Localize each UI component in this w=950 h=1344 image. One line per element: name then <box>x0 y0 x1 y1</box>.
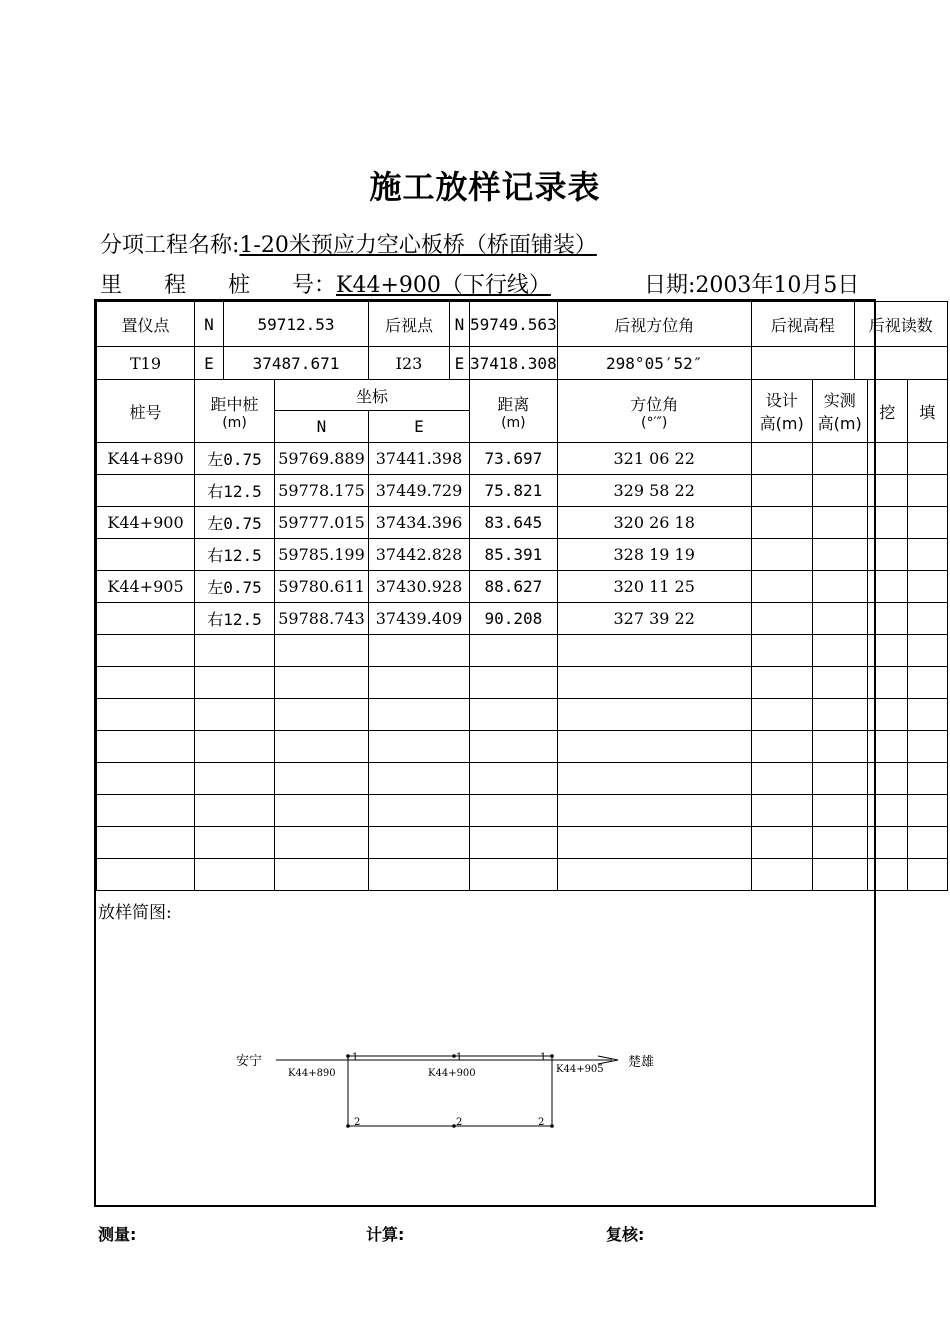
point-dot <box>346 1054 350 1058</box>
cell-azimuth: 328 19 19 <box>557 539 751 571</box>
station-header: 置仪点 <box>97 302 195 347</box>
mileage-label-char: 程 <box>164 273 187 298</box>
table-row <box>97 859 948 891</box>
fill-header: 填 <box>907 380 947 443</box>
cell-pile <box>97 795 195 827</box>
cell-n <box>275 667 369 699</box>
cell-n <box>275 635 369 667</box>
cell-empty <box>812 667 867 699</box>
cell-empty <box>751 859 812 891</box>
k-label-890: K44+890 <box>288 1068 336 1079</box>
n-label: N <box>195 302 224 347</box>
measured-header-a: 实测 <box>823 391 856 410</box>
cell-empty <box>867 859 907 891</box>
cell-empty <box>751 731 812 763</box>
layout-sketch <box>230 1045 690 1140</box>
cell-azimuth <box>557 859 751 891</box>
cell-e: 37430.928 <box>369 571 470 603</box>
cell-e <box>369 827 470 859</box>
cell-offset: 右12.5 <box>195 475 275 507</box>
cell-empty <box>907 859 947 891</box>
cell-empty <box>907 475 947 507</box>
footer-review: 复核: <box>606 1225 645 1244</box>
cell-dist <box>470 763 558 795</box>
azimuth-header: 后视方位角 <box>557 302 751 347</box>
reading-cell <box>854 347 947 380</box>
cell-empty <box>907 539 947 571</box>
cell-n: 59777.015 <box>275 507 369 539</box>
cell-empty <box>867 667 907 699</box>
cell-empty <box>751 443 812 475</box>
cut-header: 挖 <box>867 380 907 443</box>
measured-header <box>812 380 867 443</box>
table-row <box>97 443 948 475</box>
table-row <box>97 539 948 571</box>
azimuth-value: 298°05′52″ <box>557 347 751 380</box>
date-field: 日期:2003年10月5日 <box>644 273 860 298</box>
azimuth-col-text: 方位角 <box>630 394 679 414</box>
cell-empty <box>867 635 907 667</box>
table-row <box>97 699 948 731</box>
cell-azimuth: 327 39 22 <box>557 603 751 635</box>
cell-offset <box>195 667 275 699</box>
design-header <box>751 380 812 443</box>
cell-dist <box>470 667 558 699</box>
cell-offset: 右12.5 <box>195 603 275 635</box>
cell-empty <box>867 539 907 571</box>
cell-offset <box>195 859 275 891</box>
cell-empty <box>907 635 947 667</box>
cell-azimuth: 321 06 22 <box>557 443 751 475</box>
cell-empty <box>751 539 812 571</box>
k-label-905: K44+905 <box>556 1064 604 1075</box>
cell-offset <box>195 635 275 667</box>
measured-header-b: 高(m) <box>817 414 862 433</box>
cell-empty <box>907 795 947 827</box>
point-2c: 2 <box>538 1117 545 1128</box>
table-row <box>97 571 948 603</box>
mileage-value: K44+900（下行线） <box>336 273 551 298</box>
cell-empty <box>812 699 867 731</box>
cell-dist: 73.697 <box>470 443 558 475</box>
cell-offset <box>195 827 275 859</box>
offset-unit: (m) <box>222 414 247 431</box>
cell-empty <box>867 475 907 507</box>
cell-azimuth <box>557 667 751 699</box>
footer-calc: 计算: <box>366 1225 405 1244</box>
cell-azimuth <box>557 795 751 827</box>
sketch-label: 放样简图: <box>98 903 172 923</box>
k-label-900: K44+900 <box>428 1068 476 1079</box>
cell-e <box>369 699 470 731</box>
table-row <box>97 731 948 763</box>
cell-offset: 右12.5 <box>195 539 275 571</box>
cell-empty <box>907 603 947 635</box>
cell-pile <box>97 539 195 571</box>
cell-n <box>275 795 369 827</box>
cell-empty <box>812 827 867 859</box>
record-table <box>96 301 948 891</box>
cell-offset <box>195 699 275 731</box>
table-row <box>97 827 948 859</box>
cell-n <box>275 699 369 731</box>
cell-dist: 83.645 <box>470 507 558 539</box>
cell-empty <box>812 571 867 603</box>
cell-empty <box>907 443 947 475</box>
footer-survey: 测量: <box>98 1225 137 1244</box>
cell-empty <box>907 827 947 859</box>
cell-offset <box>195 763 275 795</box>
cell-e <box>369 763 470 795</box>
elevation-cell <box>751 347 854 380</box>
cell-pile <box>97 635 195 667</box>
cell-empty <box>812 603 867 635</box>
point-1b: 1 <box>456 1052 463 1063</box>
cell-azimuth <box>557 635 751 667</box>
table-row <box>97 507 948 539</box>
cell-pile <box>97 859 195 891</box>
station-e: 37487.671 <box>224 347 369 380</box>
bs-e-label: E <box>450 347 470 380</box>
cell-pile <box>97 699 195 731</box>
bs-n-label: N <box>450 302 470 347</box>
coord-header: 坐标 <box>275 380 470 411</box>
elevation-header: 后视高程 <box>751 302 854 347</box>
cell-dist <box>470 699 558 731</box>
cell-dist <box>470 827 558 859</box>
cell-empty <box>751 667 812 699</box>
right-place: 楚雄 <box>628 1055 655 1070</box>
cell-n: 59785.199 <box>275 539 369 571</box>
cell-empty <box>867 731 907 763</box>
cell-empty <box>907 667 947 699</box>
cell-empty <box>867 827 907 859</box>
mileage-label-char: 桩 <box>228 273 251 298</box>
cell-empty <box>751 635 812 667</box>
cell-dist: 88.627 <box>470 571 558 603</box>
cell-n <box>275 731 369 763</box>
cell-azimuth <box>557 699 751 731</box>
cell-empty <box>867 443 907 475</box>
backsight-name: I23 <box>369 347 450 380</box>
cell-n: 59778.175 <box>275 475 369 507</box>
cell-azimuth <box>557 731 751 763</box>
cell-e <box>369 859 470 891</box>
cell-dist: 75.821 <box>470 475 558 507</box>
point-1c: 1 <box>540 1052 547 1063</box>
cell-empty <box>751 603 812 635</box>
offset-header <box>195 380 275 443</box>
cell-pile <box>97 763 195 795</box>
cell-n <box>275 763 369 795</box>
cell-pile: K44+900 <box>97 507 195 539</box>
cell-e: 37434.396 <box>369 507 470 539</box>
cell-e: 37442.828 <box>369 539 470 571</box>
reading-header: 后视读数 <box>854 302 947 347</box>
cell-n: 59769.889 <box>275 443 369 475</box>
cell-empty <box>751 475 812 507</box>
project-line <box>100 228 597 259</box>
cell-empty <box>751 571 812 603</box>
cell-dist <box>470 731 558 763</box>
cell-pile <box>97 827 195 859</box>
distance-header-text: 距离 <box>497 394 530 414</box>
cell-pile <box>97 731 195 763</box>
cell-empty <box>812 795 867 827</box>
bs-e: 37418.308 <box>470 347 558 380</box>
point-dot <box>550 1124 554 1128</box>
cell-empty <box>867 699 907 731</box>
cell-empty <box>812 539 867 571</box>
cell-empty <box>907 763 947 795</box>
azimuth-col-header <box>557 380 751 443</box>
cell-pile: K44+905 <box>97 571 195 603</box>
cell-empty <box>812 507 867 539</box>
cell-empty <box>867 763 907 795</box>
cell-empty <box>907 571 947 603</box>
cell-empty <box>751 795 812 827</box>
point-dot <box>550 1054 554 1058</box>
cell-azimuth: 320 26 18 <box>557 507 751 539</box>
cell-empty <box>867 507 907 539</box>
cell-offset <box>195 795 275 827</box>
mileage-label-char: 号： <box>292 273 337 298</box>
pile-header: 桩号 <box>97 380 195 443</box>
point-dot <box>346 1124 350 1128</box>
cell-empty <box>812 859 867 891</box>
cell-dist: 85.391 <box>470 539 558 571</box>
project-value: 1-20米预应力空心板桥（桥面铺装） <box>239 233 597 258</box>
cell-empty <box>867 795 907 827</box>
cell-e <box>369 795 470 827</box>
cell-pile: K44+890 <box>97 443 195 475</box>
cell-offset: 左0.75 <box>195 443 275 475</box>
cell-dist <box>470 859 558 891</box>
cell-empty <box>751 507 812 539</box>
table-row <box>97 475 948 507</box>
table-row <box>97 763 948 795</box>
cell-n: 59788.743 <box>275 603 369 635</box>
table-row <box>97 635 948 667</box>
cell-e <box>369 667 470 699</box>
cell-empty <box>867 603 907 635</box>
cell-azimuth: 320 11 25 <box>557 571 751 603</box>
distance-header <box>470 380 558 443</box>
offset-header-text: 距中桩 <box>210 394 259 414</box>
cell-empty <box>751 827 812 859</box>
point-1a: 1 <box>352 1052 359 1063</box>
design-header-a: 设计 <box>765 391 798 410</box>
cell-empty <box>907 731 947 763</box>
cell-e: 37441.398 <box>369 443 470 475</box>
cell-offset <box>195 731 275 763</box>
mileage-label-char: 里 <box>100 273 123 298</box>
design-header-b: 高(m) <box>759 414 804 433</box>
cell-dist <box>470 795 558 827</box>
cell-e: 37439.409 <box>369 603 470 635</box>
cell-pile <box>97 667 195 699</box>
cell-empty <box>907 507 947 539</box>
cell-empty <box>867 571 907 603</box>
azimuth-col-unit: (°′″) <box>641 414 668 431</box>
table-row <box>97 603 948 635</box>
point-2a: 2 <box>354 1117 361 1128</box>
cell-e: 37449.729 <box>369 475 470 507</box>
table-row <box>97 795 948 827</box>
cell-empty <box>907 699 947 731</box>
cell-empty <box>812 635 867 667</box>
cell-empty <box>751 699 812 731</box>
station-n: 59712.53 <box>224 302 369 347</box>
backsight-header: 后视点 <box>369 302 450 347</box>
project-label: 分项工程名称: <box>100 233 240 258</box>
cell-e <box>369 635 470 667</box>
table-row <box>97 667 948 699</box>
e-label: E <box>195 347 224 380</box>
page-title: 施工放样记录表 <box>369 168 601 206</box>
coord-e-header: E <box>369 411 470 443</box>
cell-empty <box>812 475 867 507</box>
bs-n: 59749.563 <box>470 302 558 347</box>
left-place: 安宁 <box>236 1054 263 1069</box>
cell-empty <box>751 763 812 795</box>
mileage-line <box>100 268 551 299</box>
cell-empty <box>812 443 867 475</box>
cell-offset: 左0.75 <box>195 571 275 603</box>
cell-azimuth: 329 58 22 <box>557 475 751 507</box>
point-2b: 2 <box>456 1117 463 1128</box>
cell-pile <box>97 475 195 507</box>
cell-pile <box>97 603 195 635</box>
station-name: T19 <box>97 347 195 380</box>
distance-unit: (m) <box>501 414 526 431</box>
cell-dist: 90.208 <box>470 603 558 635</box>
cell-e <box>369 731 470 763</box>
cell-n <box>275 859 369 891</box>
cell-azimuth <box>557 763 751 795</box>
cell-n <box>275 827 369 859</box>
cell-n: 59780.611 <box>275 571 369 603</box>
cell-empty <box>812 731 867 763</box>
cell-dist <box>470 635 558 667</box>
coord-n-header: N <box>275 411 369 443</box>
cell-empty <box>812 763 867 795</box>
cell-azimuth <box>557 827 751 859</box>
cell-offset: 左0.75 <box>195 507 275 539</box>
